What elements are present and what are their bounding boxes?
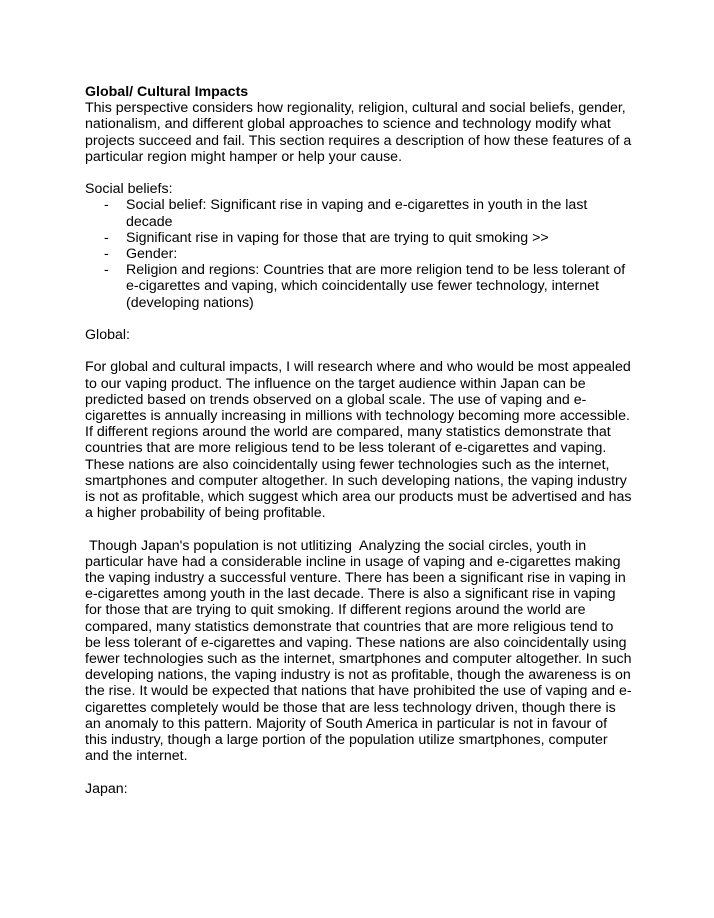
japan-label: Japan: bbox=[85, 780, 128, 797]
global-label: Global: bbox=[85, 327, 130, 344]
intro-paragraph: This perspective considers how regionality, religion, cultural and social beliefs, gender, nationalism, and different global approaches to science and technology modify what projects succeed and fail. This section requires a description of how these features of a particular region might hamper or help your cause. bbox=[85, 100, 632, 165]
spacer bbox=[85, 165, 633, 181]
list-item-text: Significant rise in vaping for those that are trying to quit smoking >> bbox=[126, 229, 549, 246]
section-heading: Global/ Cultural Impacts bbox=[85, 84, 249, 100]
dash-bullet: - bbox=[104, 262, 109, 279]
list-item bbox=[85, 262, 633, 311]
list-item-text: Gender: bbox=[126, 246, 178, 263]
list-item bbox=[85, 197, 633, 229]
spacer bbox=[85, 521, 633, 537]
list-item-text: Social belief: Significant rise in vaping and e-cigarettes in youth in the last decade bbox=[126, 197, 588, 230]
spacer bbox=[85, 343, 633, 359]
dash-bullet: - bbox=[104, 229, 109, 246]
list-item-text: Religion and regions: Countries that are more religion tend to be less tolerant of e-cigarettes and vaping, which coincidentally use fewer technology, internet (developing nations) bbox=[126, 262, 626, 311]
list-item bbox=[85, 230, 633, 246]
social-beliefs-label: Social beliefs: bbox=[85, 181, 173, 198]
global-paragraph: For global and cultural impacts, I will research where and who would be most appealed to our vaping product. The influence on the target audience within Japan can be predicted based on trends observed on a global scale. The use of vaping and e-cigarettes is annually increasing in millions with technology becoming more accessible. If different regions around the world are compared, many statistics demonstrate that countries that are more religious tend to be less tolerant of e-cigarettes and vaping. These nations are also coincidentally using fewer technologies such as the internet, smartphones and computer altogether. In such developing nations, the vaping industry is not as profitable, which suggest which area our products must be advertised and has a higher probability of being profitable. bbox=[85, 359, 632, 522]
list-item bbox=[85, 246, 633, 262]
spacer bbox=[85, 764, 633, 780]
document-page bbox=[85, 84, 636, 797]
social-beliefs-list bbox=[85, 197, 633, 310]
spacer bbox=[85, 311, 633, 327]
dash-bullet: - bbox=[104, 246, 109, 263]
japan-paragraph: Though Japan's population is not utlitizing Analyzing the social circles, youth in particular have had a considerable incline in usage of vaping and e-cigarettes making the vaping industry a successful venture. There has been a significant rise in vaping in e-cigarettes among youth in the last decade. There is also a significant rise in vaping for those that are trying to quit smoking. If different regions around the world are compared, many statistics demonstrate that countries that are more religious tend to be less tolerant of e-cigarettes and vaping. These nations are also coincidentally using fewer technologies such as the internet, smartphones and computer altogether. In such developing nations, the vaping industry is not as profitable, though the awareness is on the rise. It would be expected that nations that have prohibited the use of vaping and e-cigarettes completely would be those that are less technology driven, though there is an anomaly to this pattern. Majority of South America in particular is not in favour of this industry, though a large portion of the population utilize smartphones, computer and the internet. bbox=[85, 537, 636, 765]
dash-bullet: - bbox=[104, 197, 109, 214]
